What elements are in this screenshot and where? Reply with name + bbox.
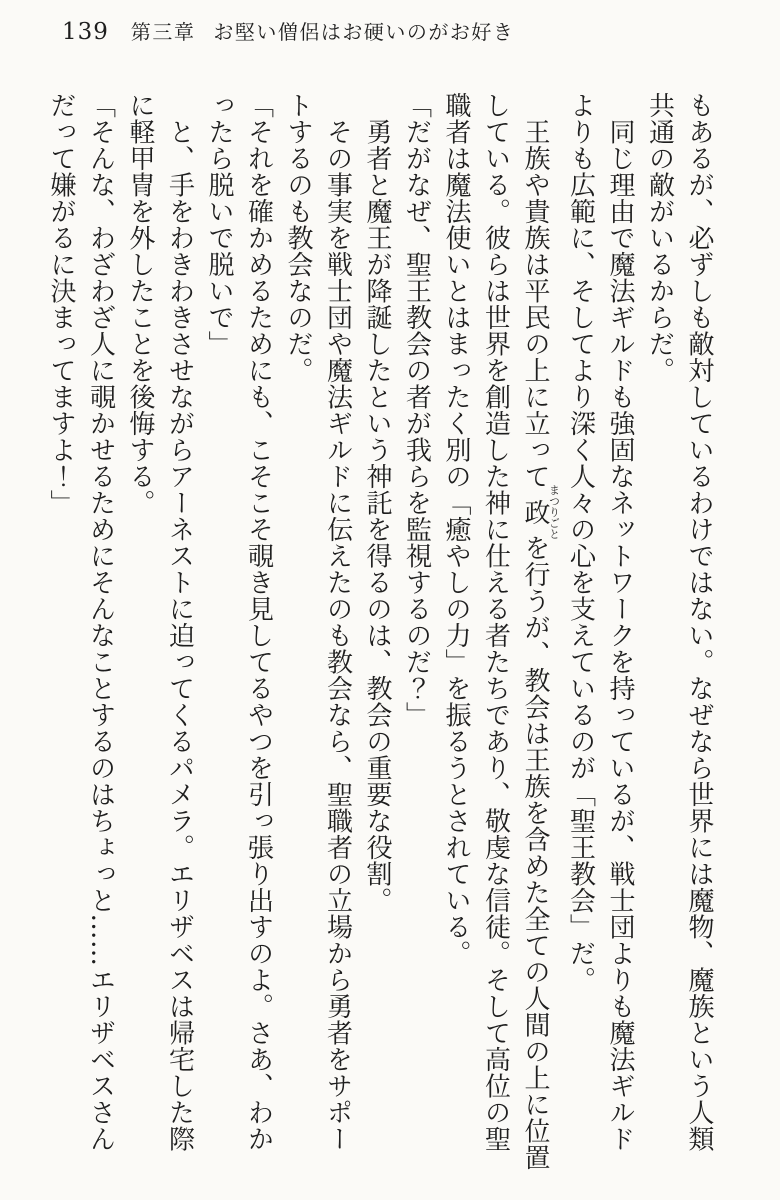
chapter-label: 第三章	[130, 20, 196, 44]
page-number: 139	[62, 19, 109, 45]
text-line-with-furigana	[515, 92, 561, 1171]
text-line: 「だがなぜ、聖王教会の者が我らを監視するのだ？」	[401, 92, 432, 728]
main-text	[41, 92, 719, 1171]
text-line: に軽甲冑を外したことを後悔する。	[125, 92, 155, 516]
text-line: 同じ理由で魔法ギルドも強固なネットワークを持っているが、戦士団よりも魔法ギルド	[605, 92, 635, 1152]
text-line: その事実を戦士団や魔法ギルドに伝えたのも教会なら、聖職者の立場から勇者をサポー	[322, 92, 353, 1152]
text-line: 「そんな、わざわざ人に覗かせるためにそんなことするのはちょっと……エリザベスさん	[85, 92, 116, 1152]
chapter-title: お堅い僧侶はお硬いのがお好き	[213, 20, 515, 44]
text-line: 共通の敵がいるからだ。	[644, 92, 675, 384]
ruby-base: 政	[520, 484, 550, 540]
text-line: トするのも教会なのだ。	[283, 92, 313, 384]
text-line: と、手をわきわきさせながらアーネストに迫ってくるパメラ。エリザベスは帰宅した際	[164, 92, 195, 1152]
text-line: 勇者と魔王が降誕したという神託を得るのは、教会の重要な役割。	[362, 92, 392, 914]
text-line: ったら脱いで脱いで」	[204, 92, 234, 357]
text-segment: 王族や貴族は平民の上に立って	[520, 92, 550, 490]
text-line: している。彼らは世界を創造した神に仕える者たちであり、敬虔な信徒。そして高位の聖	[480, 92, 511, 1152]
text-line: よりも広範に、そしてより深く人々の心を支えているのが「聖王教会」だ。	[565, 92, 596, 993]
page-header	[62, 16, 514, 45]
text-segment: を行うが、教会は王族を含めた全ての人間の上に位置	[520, 534, 550, 1171]
text-line: 「それを確かめるためにも、こそこそ覗き見してるやつを引っ張り出すのよ。さあ、わか	[243, 92, 274, 1152]
text-line: もあるが、必ずしも敵対しているわけではない。なぜなら世界には魔物、魔族という人類	[684, 92, 714, 1152]
text-line: だって嫌がるに決まってますよ！」	[46, 92, 76, 516]
ruby-annotation	[520, 484, 561, 540]
furigana-text: まつりごと	[547, 484, 561, 540]
text-line: 職者は魔法使いとはまったく別の「癒やしの力」を振るうとされている。	[441, 92, 471, 967]
